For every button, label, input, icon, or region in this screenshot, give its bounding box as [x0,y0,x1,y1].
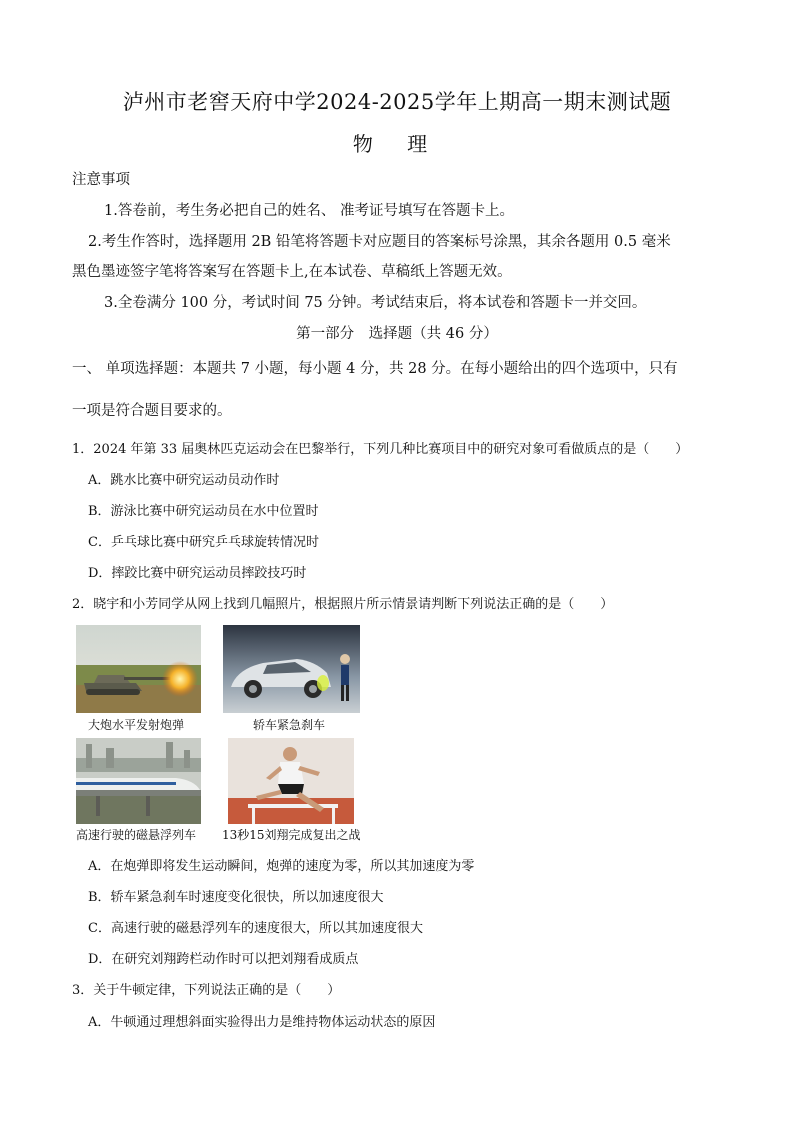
notice-item-3: 3.全卷满分 100 分，考试时间 75 分钟。考试结束后，将本试卷和答题卡一并交回。 [104,295,647,311]
section-intro-cont: 一项是符合题目要求的。 [72,403,232,419]
photo-maglev-train [76,738,201,824]
photo-hurdler [228,738,354,824]
question-3-option-a: A．牛顿通过理想斜面实验得出力是维持物体运动状态的原因 [88,1015,436,1030]
question-2-option-a: A．在炮弹即将发生运动瞬间，炮弹的速度为零，所以其加速度为零 [88,859,475,874]
notice-heading: 注意事项 [72,172,130,188]
question-1-option-d: D．摔跤比赛中研究运动员摔跤技巧时 [88,566,307,581]
question-2-option-d: D．在研究刘翔跨栏动作时可以把刘翔看成质点 [88,952,359,967]
photo-cannon-firing [76,625,201,713]
exam-title: 泸州市老窖天府中学2024-2025学年上期高一期末测试题 [122,90,672,114]
question-1-option-a: A．跳水比赛中研究运动员动作时 [88,473,280,488]
notice-item-2: 2.考生作答时，选择题用 2B 铅笔将答题卡对应题目的答案标号涂黑，其余各题用 0.5 毫米 [88,234,671,250]
notice-item-2-cont: 黑色墨迹签字笔将答案写在答题卡上,在本试卷、草稿纸上答题无效。 [72,264,512,280]
question-1-option-c: C．乒乓球比赛中研究乒乓球旋转情况时 [88,535,319,550]
question-1-stem: 1．2024 年第 33 届奥林匹克运动会在巴黎举行，下列几种比赛项目中的研究对象可看做质点的是（ ） [72,442,689,457]
question-2-stem: 2．晓宇和小芳同学从网上找到几幅照片，根据照片所示情景请判断下列说法正确的是（ ） [72,597,614,612]
photo-caption-3: 高速行驶的磁悬浮列车 [76,828,197,842]
photo-caption-2: 轿车紧急刹车 [253,718,326,732]
photo-car-braking [223,625,360,713]
photo-caption-1: 大炮水平发射炮弹 [88,718,185,732]
question-2-option-b: B．轿车紧急刹车时速度变化很快，所以加速度很大 [88,890,384,905]
question-2-option-c: C．高速行驶的磁悬浮列车的速度很大，所以其加速度很大 [88,921,423,936]
question-3-stem: 3．关于牛顿定律，下列说法正确的是（ ） [72,983,341,998]
exam-subject: 物 理 [352,132,442,156]
photo-caption-4: 13秒15刘翔完成复出之战 [222,828,361,842]
notice-item-1: 1.答卷前，考生务必把自己的姓名、 准考证号填写在答题卡上。 [104,203,514,219]
question-1-option-b: B．游泳比赛中研究运动员在水中位置时 [88,504,319,519]
part-title: 第一部分 选择题（共 46 分） [296,326,498,342]
section-intro: 一、 单项选择题：本题共 7 小题，每小题 4 分，共 28 分。在每小题给出的四个选项中，只有 [72,361,678,377]
